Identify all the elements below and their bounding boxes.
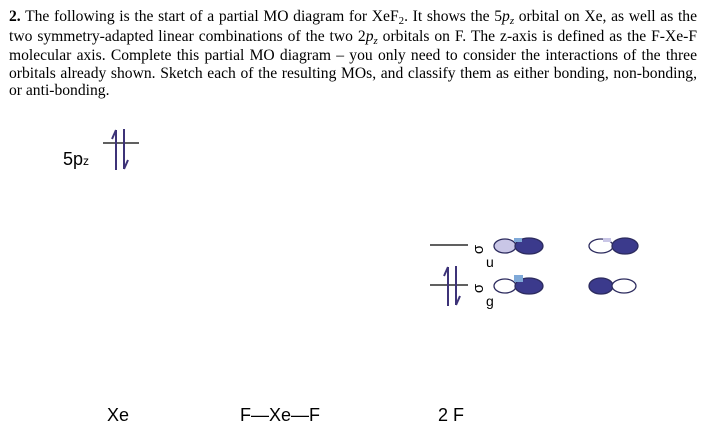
- sigma-g-electron-pair: [444, 266, 460, 306]
- xe-5pz-label-main: 5p: [63, 149, 84, 169]
- question-segment: orbitals on F. The z-axis is defined as the F-Xe-F molecular axis. Complete this partial MO diagram – you only need to consider the interactions of the three orbitals already shown. Sketch each of the resulting MOs, and classify them as either bonding, non-bonding, or anti-bonding.: [9, 27, 698, 100]
- spin-up-arrow: [112, 130, 116, 170]
- sigma-u-subscript: u: [486, 254, 494, 270]
- xe-5pz-label-sub: z: [83, 154, 90, 168]
- f-sigma-g-level: [430, 266, 468, 306]
- sigma-u-left-f-orbital: [494, 238, 543, 254]
- sigma-g-right-f-orbital: [589, 278, 636, 294]
- sigma-u-symbol: σ: [470, 244, 488, 255]
- question-segment: . It shows the 5: [404, 8, 503, 25]
- f-column-label: 2 F: [438, 405, 465, 425]
- question-segment: orbital on Xe, as well as the two symmetry-adapted linear combinations of the two 2: [9, 8, 697, 45]
- question-segment: The following is the start of a partial MO diagram for XeF: [20, 8, 399, 25]
- sigma-g-subscript: g: [486, 293, 494, 309]
- question-segment: z: [509, 15, 515, 27]
- question-segment: z: [373, 34, 378, 47]
- question-number: 2.: [9, 8, 21, 25]
- sigma-u-right-f-orbital: [589, 238, 638, 254]
- question-segment: 2: [398, 15, 405, 27]
- xe-column-label: Xe: [107, 405, 130, 425]
- question-segment: p: [365, 27, 374, 45]
- xe-5pz-level: [103, 129, 139, 170]
- xe-5pz-electron-pair: [112, 129, 128, 170]
- molecule-column-label: F—Xe—F: [240, 405, 321, 425]
- question-segment: p: [502, 8, 510, 25]
- sigma-g-symbol: σ: [470, 283, 488, 294]
- sigma-g-salc-sketch: [494, 275, 636, 294]
- spin-down-arrow: [124, 129, 128, 169]
- spin-up-arrow: [444, 267, 448, 306]
- sigma-u-salc-sketch: [494, 238, 638, 254]
- sigma-g-left-f-orbital: [494, 275, 543, 294]
- xe-5pz-label: [63, 149, 89, 170]
